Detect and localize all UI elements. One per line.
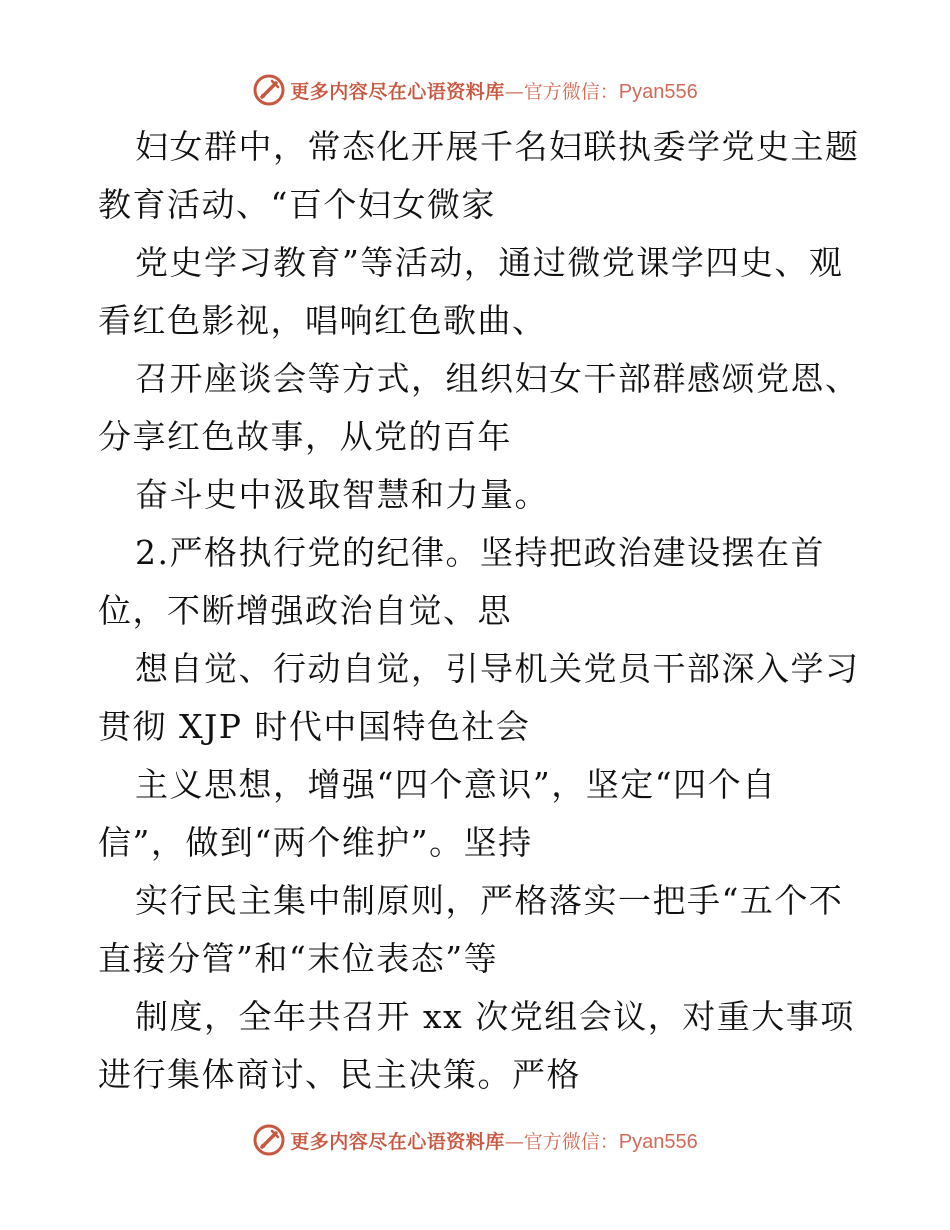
text-line: 妇女群中，常态化开展千名妇联执委学党史主题 (135, 127, 860, 166)
document-body (98, 118, 858, 1104)
text-line: 实行民主集中制原则，严格落实一把手“五个不 (135, 881, 844, 920)
text-line: 制度，全年共召开 xx 次党组会议，对重大事项 (135, 997, 855, 1036)
text-line: 直接分管”和“末位表态”等 (98, 939, 499, 978)
text-line: 信”，做到“两个维护”。坚持 (98, 823, 533, 862)
text-line: 教育活动、“百个妇女微家 (98, 185, 496, 224)
banner-main-text: 更多内容尽在心语资料库 (290, 1130, 505, 1153)
banner-dash: — (504, 80, 524, 103)
banner-wechat-id: Pyan556 (618, 1130, 698, 1153)
text-line: 主义思想，增强“四个意识”，坚定“四个自 (135, 765, 777, 804)
footer-watermark (0, 1120, 950, 1160)
text-line: 位，不断增强政治自觉、思 (98, 591, 512, 630)
text-line: 召开座谈会等方式，组织妇女干部群感颂党恩、 (135, 359, 860, 398)
text-line: 想自觉、行动自觉，引导机关党员干部深入学习 (135, 649, 860, 688)
banner-dash: — (504, 1130, 524, 1153)
banner-sub-text: 官方微信： (523, 80, 619, 103)
text-line: 党史学习教育”等活动，通过微党课学四史、观 (135, 243, 844, 282)
text-line: 贯彻 XJP 时代中国特色社会 (98, 707, 531, 746)
text-line: 2.严格执行党的纪律。坚持把政治建设摆在首 (135, 533, 825, 572)
text-line: 奋斗史中汲取智慧和力量。 (135, 475, 549, 514)
text-line: 分享红色故事，从党的百年 (98, 417, 512, 456)
banner-main-text: 更多内容尽在心语资料库 (290, 80, 505, 103)
banner-wechat-id: Pyan556 (618, 80, 698, 103)
logo-icon (252, 1123, 286, 1157)
text-line: 进行集体商讨、民主决策。严格 (98, 1055, 581, 1094)
header-watermark (0, 70, 950, 110)
text-line: 看红色影视，唱响红色歌曲、 (98, 301, 547, 340)
banner-sub-text: 官方微信： (523, 1130, 619, 1153)
logo-icon (252, 73, 286, 107)
